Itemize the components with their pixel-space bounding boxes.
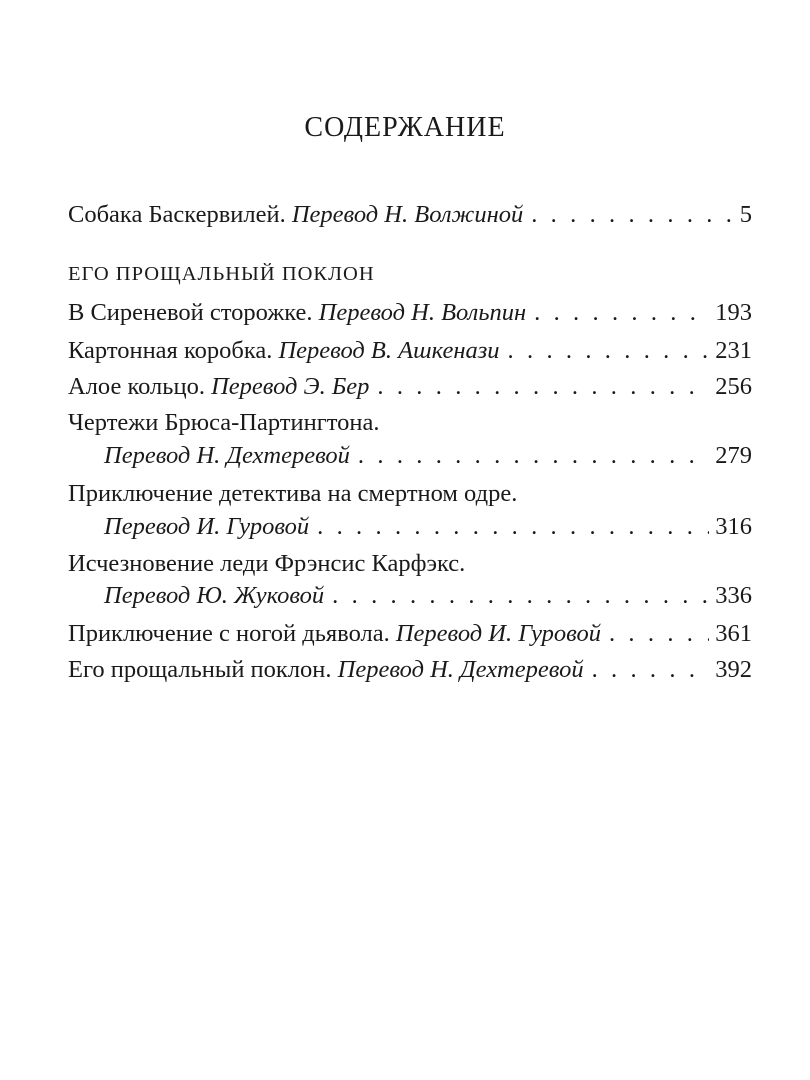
- dot-leader: [508, 333, 710, 369]
- entry-page-number: 279: [715, 442, 752, 469]
- entry-page-number: 361: [715, 620, 752, 647]
- entry-page-number: 316: [715, 513, 752, 540]
- entry-title: Картонная коробка.: [68, 337, 273, 364]
- entry-translator: Перевод Н. Дехтеревой: [104, 442, 350, 469]
- entry-page-number: 231: [715, 337, 752, 364]
- toc-entry-hound: [68, 197, 752, 233]
- contents-title: СОДЕРЖАНИЕ: [304, 112, 506, 143]
- entry-translator: Перевод Ю. Жуковой: [104, 582, 325, 609]
- entry-translator: Перевод И. Гуровой: [104, 513, 310, 540]
- dot-leader: [358, 438, 709, 474]
- dot-leader: [377, 369, 709, 405]
- entry-translator: Перевод И. Гуровой: [395, 620, 601, 647]
- toc-entry: [68, 333, 752, 369]
- toc-entry: [68, 652, 752, 688]
- toc-entry-title-line: [68, 476, 752, 512]
- entry-page-number: 392: [715, 656, 752, 683]
- toc-entry-translator-line: [68, 578, 752, 614]
- toc-entry: [68, 616, 752, 652]
- toc-entry-translator-line: [68, 438, 752, 474]
- dot-leader: [609, 616, 709, 652]
- entry-page-number: 256: [715, 373, 752, 400]
- entry-title: Алое кольцо.: [68, 373, 205, 400]
- entry-title: Исчезновение леди Фрэнсис Карфэкс.: [68, 550, 466, 577]
- entry-title: Чертежи Брюса-Партингтона.: [68, 409, 380, 436]
- entry-page-number: 336: [715, 582, 752, 609]
- entry-translator: Перевод Н. Вольпин: [318, 299, 527, 326]
- entry-title: В Сиреневой сторожке.: [68, 299, 313, 326]
- entry-translator: Перевод В. Ашкенази: [278, 337, 500, 364]
- toc-entry-translator-line: [68, 509, 752, 545]
- dot-leader: [531, 197, 734, 233]
- dot-leader: [332, 578, 709, 614]
- toc-entry: [68, 295, 752, 331]
- entry-translator: Перевод Н. Волжиной: [291, 201, 524, 228]
- entry-title: Собака Баскервилей.: [68, 201, 286, 228]
- entry-title: Приключение детектива на смертном одре.: [68, 480, 518, 507]
- toc-entry-title-line: [68, 546, 752, 582]
- entry-title: Его прощальный поклон.: [68, 656, 332, 683]
- entry-page-number: 193: [715, 299, 752, 326]
- entry-title: Приключение с ногой дьявола.: [68, 620, 390, 647]
- dot-leader: [592, 652, 710, 688]
- dot-leader: [317, 509, 709, 545]
- toc-entry: [68, 369, 752, 405]
- entry-translator: Перевод Э. Бер: [211, 373, 370, 400]
- section-heading: ЕГО ПРОЩАЛЬНЫЙ ПОКЛОН: [68, 263, 375, 285]
- entry-page-number: 5: [739, 201, 752, 228]
- toc-entry-title-line: [68, 405, 752, 441]
- dot-leader: [534, 295, 709, 331]
- entry-translator: Перевод Н. Дехтеревой: [337, 656, 584, 683]
